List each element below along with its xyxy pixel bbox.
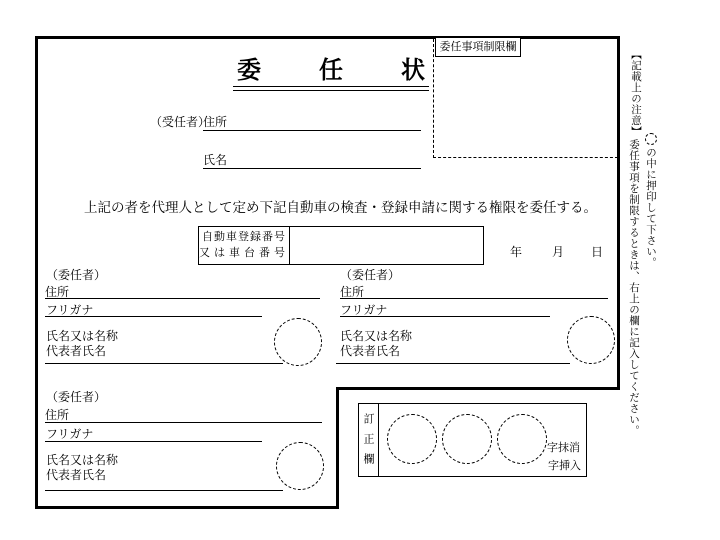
year-label: 年 (510, 245, 523, 259)
delegator-header: （委任者） (340, 268, 401, 282)
delegator-name-label: 氏名又は名称 (340, 329, 413, 343)
delegator-furigana-label: フリガナ (46, 303, 94, 317)
delegator-name-line[interactable] (45, 363, 283, 364)
delegator-address-line[interactable] (45, 298, 320, 299)
delegator-representative-label: 代表者氏名 (46, 468, 107, 482)
delegator-representative-label: 代表者氏名 (46, 344, 107, 358)
form-border-bottom-right (336, 387, 620, 390)
restriction-box-label: 委任事項制限欄 (435, 37, 521, 57)
seal-instruction-note (644, 132, 657, 268)
erase-count-label: 字抹消 (547, 441, 580, 454)
correction-seal-circle[interactable] (497, 414, 547, 464)
seal-circle[interactable] (276, 442, 324, 490)
delegator-representative-label: 代表者氏名 (340, 344, 401, 358)
correction-seal-circle[interactable] (442, 414, 492, 464)
delegation-statement: 上記の者を代理人として定め下記自動車の検査・登録申請に関する権限を委任する。 (84, 200, 597, 216)
insert-count-label: 字挿入 (548, 459, 581, 472)
form-title: 委任状 (237, 56, 483, 84)
seal-circle[interactable] (274, 318, 322, 366)
delegator-address-label: 住所 (45, 285, 70, 299)
correction-box (358, 403, 587, 477)
seal-circle-icon (645, 133, 657, 145)
seal-circle[interactable] (567, 316, 615, 364)
vehicle-number-box (198, 226, 484, 265)
delegator-furigana-line[interactable] (45, 316, 262, 317)
form-border-left (35, 36, 38, 509)
vehicle-number-label (199, 227, 290, 264)
correction-seal-circle[interactable] (387, 414, 437, 464)
delegator-address-line[interactable] (45, 422, 322, 423)
recipient-name-line[interactable] (203, 168, 421, 169)
delegator-address-line[interactable] (340, 298, 608, 299)
delegator-name-line[interactable] (45, 490, 283, 491)
delegator-header: （委任者） (46, 268, 107, 282)
restriction-instruction-note: 委任事項を制限するときは、右上の欄に記入してください。 (628, 139, 640, 436)
delegator-furigana-label: フリガナ (46, 427, 94, 441)
delegator-name-line[interactable] (336, 363, 570, 364)
delegator-name-label: 氏名又は名称 (46, 453, 119, 467)
recipient-address-line[interactable] (203, 130, 421, 131)
title-underline (233, 86, 429, 91)
delegator-address-label: 住所 (45, 408, 70, 422)
delegator-furigana-line[interactable] (340, 316, 550, 317)
delegator-header: （委任者） (46, 390, 107, 404)
form-border-step (336, 387, 339, 509)
correction-box-label: 訂正欄 (359, 404, 379, 476)
month-label: 月 (552, 245, 565, 259)
day-label: 日 (591, 245, 604, 259)
delegator-name-label: 氏名又は名称 (46, 329, 119, 343)
form-border-bottom-left (35, 506, 339, 509)
vehicle-number-label-line1: 自動車登録番号 (202, 230, 286, 243)
seal-instruction-text: の中に押印して下さい。 (645, 147, 657, 268)
notes-heading: 【記載上の注意】 (630, 49, 642, 137)
recipient-name-label: 氏名 (203, 153, 228, 167)
delegator-furigana-line[interactable] (45, 441, 262, 442)
delegator-address-label: 住所 (340, 285, 365, 299)
vehicle-number-input[interactable] (290, 227, 483, 264)
delegator-furigana-label: フリガナ (340, 303, 388, 317)
vehicle-number-label-line2: 又は車台番号 (199, 246, 289, 259)
recipient-header: （受任者） (150, 115, 211, 129)
recipient-address-label: 住所 (203, 115, 228, 129)
